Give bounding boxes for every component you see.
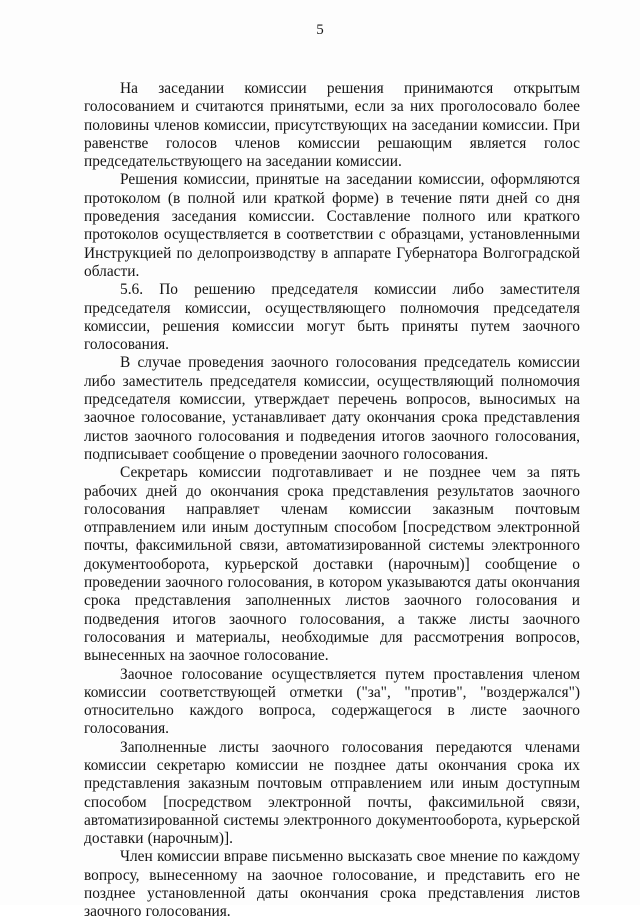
page-number: 5 [316,22,324,38]
paragraph-protocol: Решения комиссии, принятые на заседании комиссии, оформляются протоколом (в полной или краткой форме) в течение пяти дней со дня проведения заседания комиссии. Составление полного или краткого протоколов осуществляется в соответствии с образцами, установленными Инструкцией по делопроизводству в аппарате Губернатора Волгоградской области. [84,171,580,280]
paragraph-written-opinion: Член комиссии вправе письменно высказать свое мнение по каждому вопросу, вынесенному на заочное голосование, и представить его не позднее установленной даты окончания срока представления листов заочного голосования. [84,848,580,921]
paragraph-submission: Заполненные листы заочного голосования передаются членами комиссии секретарю комиссии не позднее даты окончания срока их представления заказным почтовым отправлением или иным доступным способом [посредством электронной почты, факсимильной связи, автоматизированной системы электронного документооборота, курьерской доставки (нарочным)]. [84,738,580,848]
paragraph-open-voting: На заседании комиссии решения принимаются открытым голосованием и считаются принятыми, если за них проголосовало более половины членов комиссии, присутствующих на заседании комиссии. При равенстве голосов членов комиссии решающим является голос председательствующего на заседании комиссии. [84,80,580,171]
paragraph-absentee-voting-chair: В случае проведения заочного голосования председатель комиссии либо заместитель председателя комиссии, осуществляющий полномочия председателя комиссии, утверждает перечень вопросов, выносимых на заочное голосование, устанавливает дату окончания срока представления листов заочного голосования и подведения итогов заочного голосования, подписывает сообщение о проведении заочного голосования. [84,354,580,463]
paragraph-secretary-notice: Секретарь комиссии подготавливает и не позднее чем за пять рабочих дней до окончания срока представления результатов заочного голосования направляет членам комиссии заказным почтовым отправлением или иным доступным способом [посредством электронной почты, факсимильной связи, автоматизированной системы электронного документооборота, курьерской доставки (нарочным)] сообщение о проведении заочного голосования, в котором указываются даты окончания срока представления заполненных листов заочного голосования и подведения итогов заочного голосования, а также листы заочного голосования и материалы, необходимые для рассмотрения вопросов, вынесенных на заочное голосование. [84,464,580,665]
paragraph-5-6: 5.6. По решению председателя комиссии либо заместителя председателя комиссии, осуществляющего полномочия председателя комиссии, решения комиссии могут быть приняты путем заочного голосования. [84,281,580,354]
document-body [84,80,580,922]
paragraph-voting-marks: Заочное голосование осуществляется путем проставления членом комиссии соответствующей отметки ("за", "против", "воздержался") относительно каждого вопроса, содержащегося в листе заочного голосования. [84,665,580,738]
